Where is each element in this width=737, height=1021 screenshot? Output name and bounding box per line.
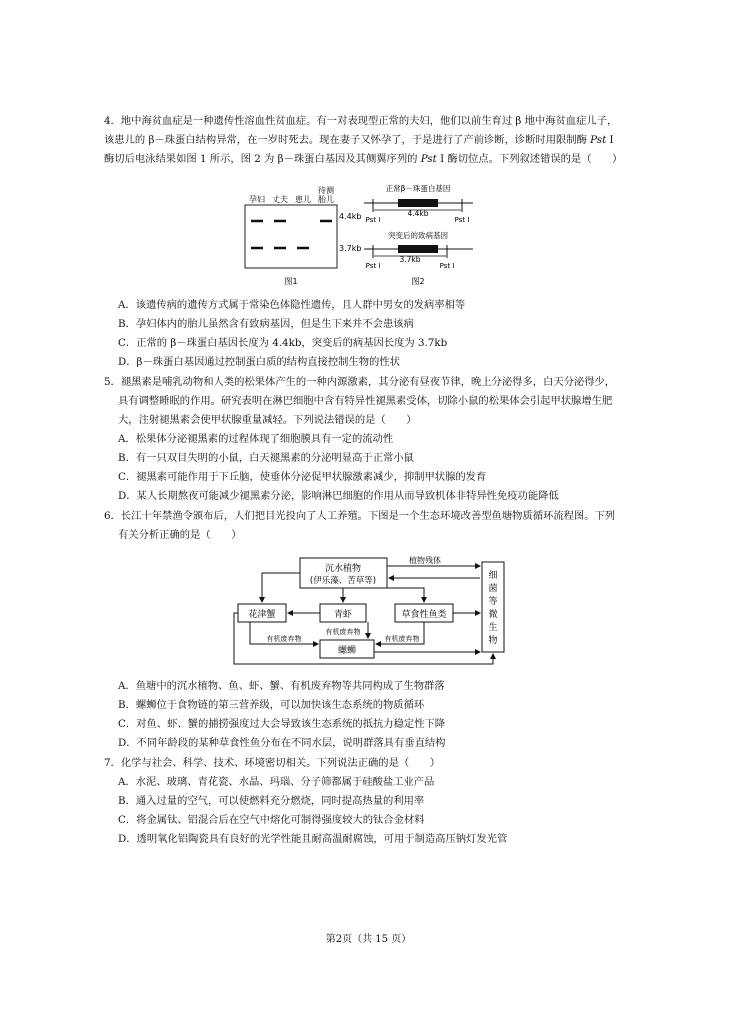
q6-option-b[interactable]: B．螺蛳位于食物链的第三营养级，可以加快该生态系统的物质循环 bbox=[118, 699, 425, 711]
fig1-col-pregnant: 孕妇 bbox=[249, 195, 265, 204]
question-4 bbox=[104, 112, 644, 169]
q4-stem-line-3 bbox=[104, 150, 644, 169]
fig2-caption: 图2 bbox=[411, 277, 425, 286]
question-4-options bbox=[104, 296, 644, 372]
question-6 bbox=[104, 507, 644, 545]
q4-option-c[interactable]: C．正常的 β－珠蛋白基因长度为 4.4kb，突变后的病基因长度为 3.7kb bbox=[118, 337, 448, 349]
label-waste-crab: 有机废弃物 bbox=[266, 635, 302, 643]
q5-stem-line-1: 5．褪黑素是哺乳动物和人类的松果体产生的一种内源激素，其分泌有昼夜节律，晚上分泌得多，白天分泌得少， bbox=[104, 376, 616, 388]
node-plant-label: 沉水植物 bbox=[324, 564, 362, 574]
q4-enzyme-name: Pst bbox=[590, 134, 607, 146]
fig1-gel-frame bbox=[245, 205, 337, 268]
q5-option-a[interactable]: A．松果体分泌褪黑素的过程体现了细胞膜具有一定的流动性 bbox=[118, 433, 394, 445]
figure-1-electrophoresis bbox=[235, 172, 375, 292]
question-5 bbox=[104, 373, 644, 506]
label-waste-fish: 有机废弃物 bbox=[384, 635, 420, 643]
q5-stem-line-2: 具有调整睡眠的作用。研究表明在淋巴细胞中含有特异性褪黑素受体，切除小鼠的松果体会引起甲状腺增生肥 bbox=[118, 395, 613, 407]
bact-char-1: 细 bbox=[488, 571, 498, 581]
q5-stem-line-3: 大，注射褪黑素会使甲状腺重量减轻。下列说法错误的是（ ） bbox=[118, 414, 417, 426]
q4-option-a[interactable]: A．该遗传病的遗传方式属于常染色体隐性遗传，且人群中男女的发病率相等 bbox=[118, 299, 466, 311]
q5-option-d[interactable]: D．某人长期熬夜可能减少褪黑素分泌，影响淋巴细胞的作用从而导致机体非特异性免疫功能降低 bbox=[118, 490, 559, 502]
q6-stem-line-1: 6．长江十年禁渔令颁布后，人们把目光投向了人工养殖。下图是一个生态环境改善型鱼塘物质循环流程图。下列 bbox=[104, 510, 616, 522]
fig2-mutant-label: 突变后的致病基因 bbox=[388, 231, 448, 240]
fig2-site-2: Pst Ⅰ bbox=[454, 216, 470, 224]
fig1-col-husband: 丈夫 bbox=[272, 195, 288, 204]
fig2-site-1: Pst Ⅰ bbox=[365, 216, 381, 224]
q4-enzyme-suffix: I bbox=[606, 134, 614, 146]
fig2-normal-gene-box bbox=[398, 199, 438, 207]
q4-stem-line-2 bbox=[104, 131, 644, 150]
fig2-mutant-gene-box bbox=[398, 245, 438, 253]
page-footer: 第2页（共 15 页） bbox=[325, 934, 412, 945]
node-crab-label: 花津蟹 bbox=[248, 610, 276, 620]
node-plant-sub: (伊乐藻、苦草等) bbox=[309, 576, 377, 586]
bact-char-4: 微 bbox=[488, 610, 498, 620]
arrow-plant-to-crab bbox=[262, 573, 300, 602]
bact-char-2: 菌 bbox=[488, 584, 498, 594]
q4-stem2-text: 该患儿的 β－珠蛋白结构异常，在一岁时死去。现在妻子又怀孕了，于是进行了产前诊断，诊断时用限制酶 bbox=[104, 134, 591, 146]
fig2-len-normal: 4.4kb bbox=[407, 209, 429, 218]
node-shrimp-label: 青虾 bbox=[333, 610, 353, 620]
bact-char-5: 生 bbox=[488, 623, 498, 633]
bact-char-3: 等 bbox=[488, 597, 498, 607]
fig1-caption: 图1 bbox=[284, 277, 298, 286]
fig2-normal-label: 正常β－珠蛋白基因 bbox=[385, 184, 451, 193]
material-cycle-diagram bbox=[230, 552, 510, 668]
fig1-label-3.7kb: 3.7kb bbox=[339, 244, 362, 253]
q6-option-c[interactable]: C．对鱼、虾、蟹的捕捞强度过大会导致该生态系统的抵抗力稳定性下降 bbox=[118, 718, 446, 730]
q5-option-b[interactable]: B．有一只双目失明的小鼠，白天褪黑素的分泌明显高于正常小鼠 bbox=[118, 452, 414, 464]
q4-stem3b-text: I 酶切位点。下列叙述错误的是（ ） bbox=[436, 153, 623, 165]
label-waste-shrimp: 有机废弃物 bbox=[325, 628, 361, 636]
q4-option-d[interactable]: D．β－珠蛋白基因通过控制蛋白质的结构直接控制生物的性状 bbox=[118, 356, 400, 368]
fig1-col-patient: 患儿 bbox=[295, 195, 311, 204]
q6-stem-line-2: 有关分析正确的是（ ） bbox=[118, 529, 242, 541]
node-fish-label: 草食性鱼类 bbox=[401, 610, 447, 620]
fig1-label-4.4kb: 4.4kb bbox=[339, 212, 362, 221]
fig2-len-mutant: 3.7kb bbox=[399, 255, 421, 264]
q7-option-d[interactable]: D．透明氧化铝陶瓷具有良好的光学性能且耐高温耐腐蚀，可用于制造高压钠灯发光管 bbox=[118, 833, 508, 845]
q7-option-c[interactable]: C．将金属钛、铝混合后在空气中熔化可制得强度较大的钛合金材料 bbox=[118, 814, 425, 826]
fig2-site-4: Pst Ⅰ bbox=[439, 262, 455, 270]
fig2-site-3: Pst Ⅰ bbox=[365, 262, 381, 270]
q7-option-b[interactable]: B．通入过量的空气，可以使燃料充分燃烧，同时提高热量的利用率 bbox=[118, 795, 425, 807]
q7-stem: 7．化学与社会、科学、技术、环境密切相关。下列说法正确的是（ ） bbox=[104, 757, 441, 769]
q6-option-a[interactable]: A．鱼塘中的沉水植物、鱼、虾、蟹、有机废弃物等共同构成了生物群落 bbox=[118, 680, 445, 692]
question-6-options bbox=[104, 677, 644, 753]
figure-2-restriction-map bbox=[358, 178, 478, 292]
fig1-col-fetus: 待测胎儿 bbox=[318, 186, 334, 204]
q5-option-c[interactable]: C．褪黑素可能作用于下丘脑，使垂体分泌促甲状腺激素减少，抑制甲状腺的发育 bbox=[118, 471, 487, 483]
question-7 bbox=[104, 754, 644, 849]
bact-char-6: 物 bbox=[488, 636, 498, 646]
node-snail-label: 螺蛳 bbox=[337, 646, 357, 656]
q6-option-d[interactable]: D．不同年龄段的某种草食性鱼分布在不同水层，说明群落具有垂直结构 bbox=[118, 737, 446, 749]
q7-option-a[interactable]: A．水泥、玻璃、青花瓷、水晶、玛瑙、分子筛都属于硅酸盐工业产品 bbox=[118, 776, 435, 788]
q4-enzyme-name-2: Pst bbox=[420, 153, 437, 165]
arrow-plant-to-fish bbox=[380, 588, 424, 602]
q4-option-b[interactable]: B．孕妇体内的胎儿虽然含有致病基因，但是生下来并不会患该病 bbox=[118, 318, 414, 330]
q4-stem3a-text: 酶切后电泳结果如图 1 所示，图 2 为 β－珠蛋白基因及其侧翼序列的 bbox=[104, 153, 421, 165]
label-plant-remains: 植物残体 bbox=[409, 556, 441, 565]
q4-stem-line-1: 4．地中海贫血症是一种遗传性溶血性贫血症。有一对表现型正常的夫妇，他们以前生育过 β 地中海贫血症儿子， bbox=[104, 115, 618, 127]
